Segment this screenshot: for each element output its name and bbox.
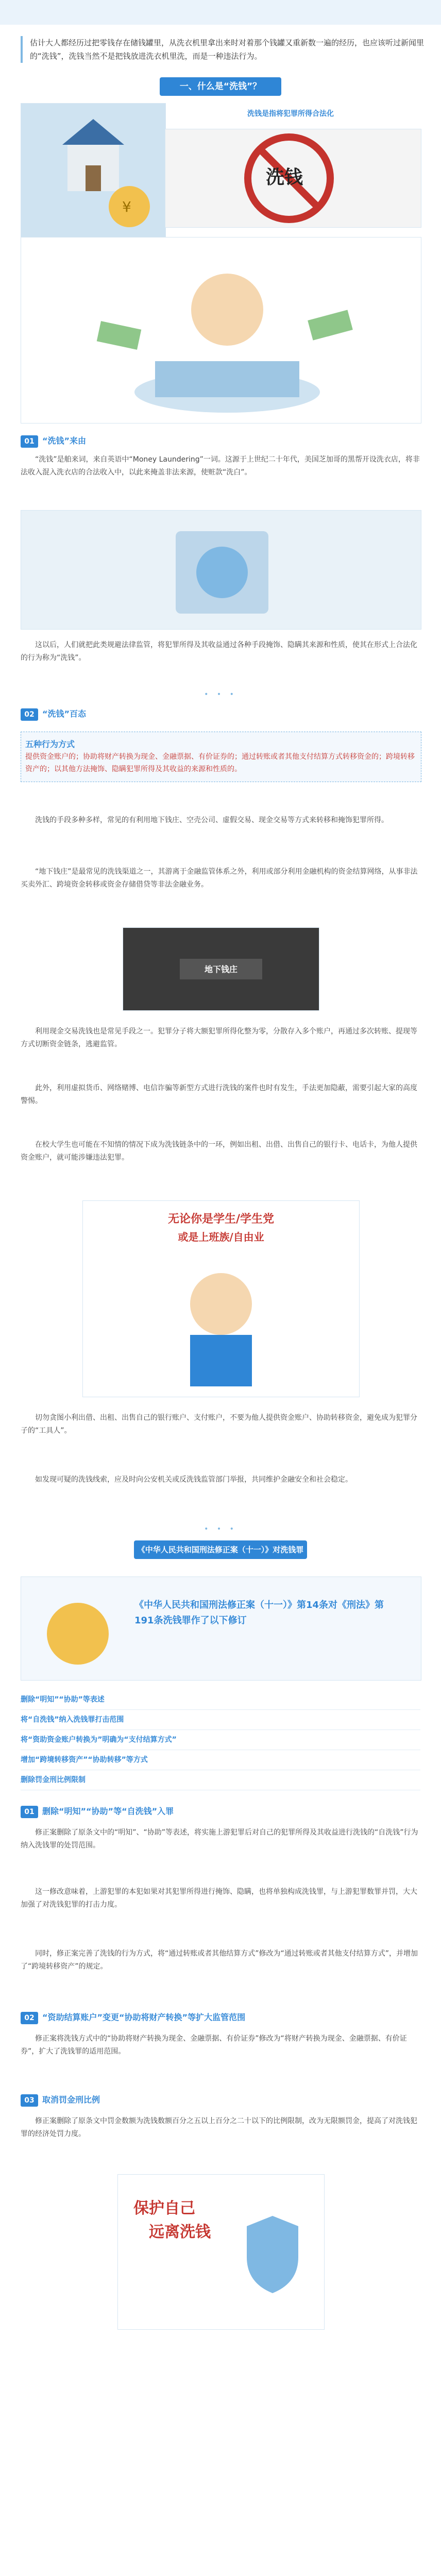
illustration-washing-money [21, 237, 421, 423]
paragraph-law-2: 这一修改意味着，上游犯罪的本犯如果对其犯罪所得进行掩饰、隐瞒，也将单独构成洗钱罪，与上游犯罪数罪并罚，大大加强了对洗钱犯罪的打击力度。 [21, 1888, 417, 1909]
laundry-icon [21, 511, 421, 629]
paragraph-forms-2: “地下钱庄”是最常见的洗钱渠道之一，其游离于金融监管体系之外，利用或部分利用金融机构的资金结算网络，从事非法买卖外汇、跨境资金转移或资金存储借贷等非法金融业务。 [21, 868, 418, 889]
subhead-origin: 01 “洗钱”来由 [21, 433, 86, 449]
paragraph-forms-5: 在校大学生也可能在不知情的情况下成为洗钱链条中的一环，例如出租、出借、出售自己的银行卡、电话卡，为他人提供资金账户，就可能涉嫌违法犯罪。 [21, 1141, 417, 1162]
warning-title: 无论你是学生/学生党 [167, 1213, 275, 1226]
behaviour-box-title: 五种行为方式 [25, 739, 75, 749]
subhead-self-laundering: 01 删除“明知”“协助”等“自洗钱”入罪 [21, 1803, 174, 1820]
underground-bank-label: 地下钱庄 [204, 964, 238, 974]
illustration-protect [117, 2174, 325, 2330]
law-item: 将“自洗钱”纳入洗钱罪打击范围 [21, 1710, 420, 1730]
behaviour-box-text: 提供资金账户的；协助将财产转换为现金、金融票据、有价证券的；通过转账或者其他支付结算方式转移资金的；跨境转移资产的；以其他方法掩饰、隐瞒犯罪所得及其收益的来源和性质的。 [25, 753, 415, 773]
section-tag: 洗钱是指将犯罪所得合法化 [247, 110, 334, 118]
coin-icon [21, 1577, 421, 1680]
svg-text:洗钱: 洗钱 [266, 167, 303, 188]
illustration-law [21, 1577, 421, 1681]
paragraph-law-1: 修正案删除了原条文中的“明知”、“协助”等表述，将实施上游犯罪后对自己的犯罪所得及其收益进行洗钱的“自洗钱”行为纳入洗钱罪的处罚范围。 [21, 1828, 418, 1850]
house-icon [21, 104, 165, 238]
divider: • • • [204, 1525, 237, 1533]
law-item: 删除罚金刑比例限制 [21, 1770, 420, 1790]
paragraph-law-4: 修正案将洗钱方式中的“协助将财产转换为现金、金融票据、有价证券”修改为“将财产转换为现金、金融票据、有价证券”，扩大了洗钱罪的适用范围。 [21, 2035, 407, 2056]
illustration-house-money [21, 103, 166, 238]
illustration-stamp [165, 129, 421, 228]
money-bill-icon [21, 238, 421, 423]
illustration-laundry [21, 510, 421, 630]
warning-icon [165, 129, 421, 227]
law-list [21, 1690, 420, 1790]
section-title-what-is: 一、什么是“洗钱”？ [160, 77, 281, 96]
paragraph-origin-1: “洗钱”是舶来词，来自英语中“Money Laundering”一词。这源于上世纪二十年代，美国芝加哥的黑帮开设洗衣店，将非法收入混入洗衣店的合法收入中，以此来掩盖非法来源，使赃款“洗白”。 [21, 455, 420, 477]
protect-caption-2: 远离洗钱 [149, 2223, 211, 2241]
paragraph-forms-6: 切勿贪图小利出借、出租、出售自己的银行账户、支付账户，不要为他人提供资金账户、协助转移资金，避免成为犯罪分子的“工具人”。 [21, 1414, 417, 1435]
protect-caption: 保护自己 [133, 2199, 195, 2217]
warning-subtitle: 或是上班族/自由业 [178, 1231, 264, 1243]
paragraph-law-5: 修正案删除了原条文中罚金数额为洗钱数额百分之五以上百分之二十以下的比例限制，改为无限额罚金，提高了对洗钱犯罪的经济处罚力度。 [21, 2117, 417, 2138]
person-icon [83, 1201, 359, 1397]
illustration-student-warning [82, 1200, 360, 1397]
law-big-title: 《中华人民共和国刑法修正案（十一）》第14条对《刑法》第191条洗钱罪作了以下修订 [134, 1600, 384, 1626]
law-item: 将“资助资金账户转换为”明确为“支付结算方式” [21, 1730, 420, 1750]
divider: • • • [204, 690, 237, 699]
law-item: 增加“跨境转移资产”“协助转移”等方式 [21, 1750, 420, 1770]
illustration-underground-bank [123, 927, 319, 1011]
shield-icon [118, 2175, 324, 2329]
paragraph-law-3: 同时，修正案完善了洗钱的行为方式，将“通过转账或者其他结算方式”修改为“通过转账或者其他支付结算方式”，并增加了“跨境转移资产”的规定。 [21, 1950, 418, 1971]
section-title-law: 《中华人民共和国刑法修正案（十一）》对洗钱罪的修改 [134, 1540, 307, 1559]
subhead-expand: 02 “资助结算账户”变更“协助将财产转换”等扩大监管范围 [21, 2009, 245, 2026]
subhead-forms: 02 “洗钱”百态 [21, 706, 86, 722]
paragraph-forms-7: 如发现可疑的洗钱线索，应及时向公安机关或反洗钱监管部门举报，共同维护金融安全和社会稳定。 [35, 1476, 352, 1484]
paragraph-origin-2: 这以后，人们就把此类规避法律监管，将犯罪所得及其收益通过各种手段掩饰、隐瞒其来源和性质，使其在形式上合法化的行为称为“洗钱”。 [21, 641, 417, 662]
paragraph-forms-1: 洗钱的手段多种多样，常见的有利用地下钱庄、空壳公司、虚假交易、现金交易等方式来转移和掩饰犯罪所得。 [35, 816, 388, 824]
svg-text:¥: ¥ [122, 198, 131, 215]
paragraph-forms-4: 此外，利用虚拟货币、网络赌博、电信诈骗等新型方式进行洗钱的案件也时有发生，手法更加隐蔽，需要引起大家的高度警惕。 [21, 1084, 417, 1105]
intro-paragraph: 估计大人都经历过把零钱存在储钱罐里，从洗衣机里拿出来时对着那个钱罐又重新数一遍的经历，也应该听过新闻里的“洗钱”，洗钱当然不是把钱放进洗衣机里洗，而是一种违法行为。 [21, 36, 430, 63]
paragraph-forms-3: 利用现金交易洗钱也是常见手段之一。犯罪分子将大额犯罪所得化整为零，分散存入多个账户，再通过多次转账、提现等方式切断资金链条，逃避监管。 [21, 1027, 417, 1048]
top-strip [0, 0, 441, 25]
subhead-fine: 03 取消罚金刑比例 [21, 2092, 100, 2108]
behaviour-box [21, 732, 421, 782]
law-item: 删除“明知”“协助”等表述 [21, 1690, 420, 1710]
